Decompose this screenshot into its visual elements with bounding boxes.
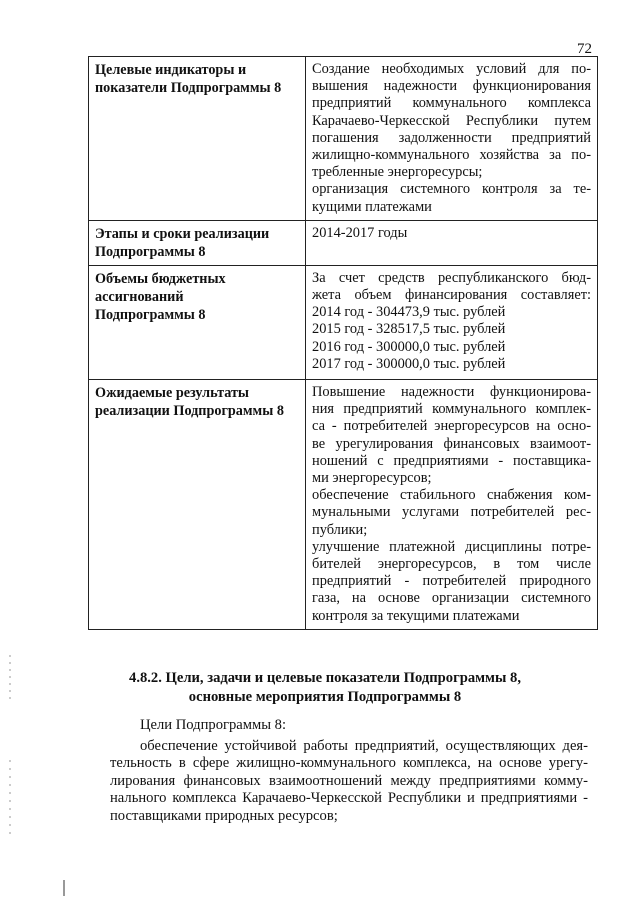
paragraph-line: тельность в сфере жилищно-коммунального комплекса, на основе урегу- bbox=[110, 755, 588, 771]
row-label-line: Целевые индикаторы и bbox=[95, 62, 247, 78]
row-value-line: мунальными услугами потребителей рес- bbox=[312, 504, 591, 521]
section-heading-line-1: 4.8.2. Цели, задачи и целевые показатели Подпрограммы 8, bbox=[129, 670, 521, 686]
row-label-line: Ожидаемые результаты bbox=[95, 385, 249, 402]
page-number: 72 bbox=[577, 41, 592, 57]
goals-intro: Цели Подпрограммы 8: bbox=[140, 717, 287, 733]
row-value-line: требленные энергоресурсы; bbox=[312, 164, 483, 181]
row-label-line: Подпрограммы 8 bbox=[95, 243, 206, 260]
row-value-line: организация системного контроля за те- bbox=[312, 181, 591, 198]
row-value-line: предприятий - потребителей природного bbox=[312, 573, 591, 590]
row-value-line: ве урегулирования финансовых взаимоот- bbox=[312, 435, 591, 452]
row-label-line: ассигнований bbox=[95, 288, 184, 305]
row-value-line: 2014 год - 304473,9 тыс. рублей bbox=[312, 304, 506, 321]
row-value-line: Повышение надежности функционирова- bbox=[312, 384, 591, 401]
row-value-line: ми энергоресурсов; bbox=[312, 470, 432, 487]
row-value-line: обеспечение стабильного снабжения ком- bbox=[312, 487, 591, 504]
row-value-line: Карачаево-Черкесской Республики путем bbox=[312, 112, 591, 129]
row-value-line: газа, на основе организации системного bbox=[312, 590, 591, 607]
row-value-line: ношений с предприятиями - поставщика- bbox=[312, 452, 591, 469]
paragraph-line: обеспечение устойчивой работы предприятий, осуществляющих дея- bbox=[140, 737, 588, 754]
row-value-line: предприятий коммунального комплекса bbox=[312, 95, 591, 112]
row-label-line: реализации Подпрограммы 8 bbox=[95, 403, 284, 420]
row-label-line: Этапы и сроки реализации bbox=[95, 225, 270, 242]
row-value-line: контроля за текущими платежами bbox=[312, 607, 520, 624]
row-value-line: жета объем финансирования составляет: bbox=[312, 287, 591, 304]
row-value-line: са - потребителей энергоресурсов на осно- bbox=[312, 418, 591, 435]
row-value-line: бителей энергоресурсов, в том числе bbox=[312, 556, 591, 573]
paragraph-line: нального комплекса Карачаево-Черкесской Республики и предприятиями - bbox=[110, 790, 588, 806]
row-label-line: показатели Подпрограммы 8 bbox=[95, 80, 282, 96]
row-value-line: погашения задолженности предприятий bbox=[312, 129, 591, 146]
row-value-line: За счет средств республиканского бюд- bbox=[312, 269, 591, 286]
row-value-line: вышения надежности функционирования bbox=[312, 78, 591, 95]
row-value-line: 2014-2017 годы bbox=[312, 224, 408, 241]
row-value-line: улучшение платежной дисциплины потре- bbox=[312, 538, 591, 555]
row-value-line: 2017 год - 300000,0 тыс. рублей bbox=[312, 355, 506, 372]
row-value-line: кущими платежами bbox=[312, 198, 432, 215]
row-value-line: Создание необходимых условий для по- bbox=[312, 61, 591, 77]
row-value-line: ния предприятий коммунального комплек- bbox=[312, 401, 591, 418]
paragraph-line: лирования финансовых взаимоотношений между предприятиями комму- bbox=[110, 772, 588, 789]
row-value-line: жилищно-коммунального хозяйства за по- bbox=[312, 147, 591, 164]
section-heading-line-2: основные мероприятия Подпрограммы 8 bbox=[188, 689, 462, 705]
paragraph-line: поставщиками природных ресурсов; bbox=[110, 807, 338, 824]
row-label-line: Объемы бюджетных bbox=[95, 270, 226, 287]
row-value-line: публики; bbox=[312, 521, 368, 538]
row-value-line: 2016 год - 300000,0 тыс. рублей bbox=[312, 338, 506, 355]
row-value-line: 2015 год - 328517,5 тыс. рублей bbox=[312, 321, 506, 338]
row-label-line: Подпрограммы 8 bbox=[95, 306, 206, 323]
